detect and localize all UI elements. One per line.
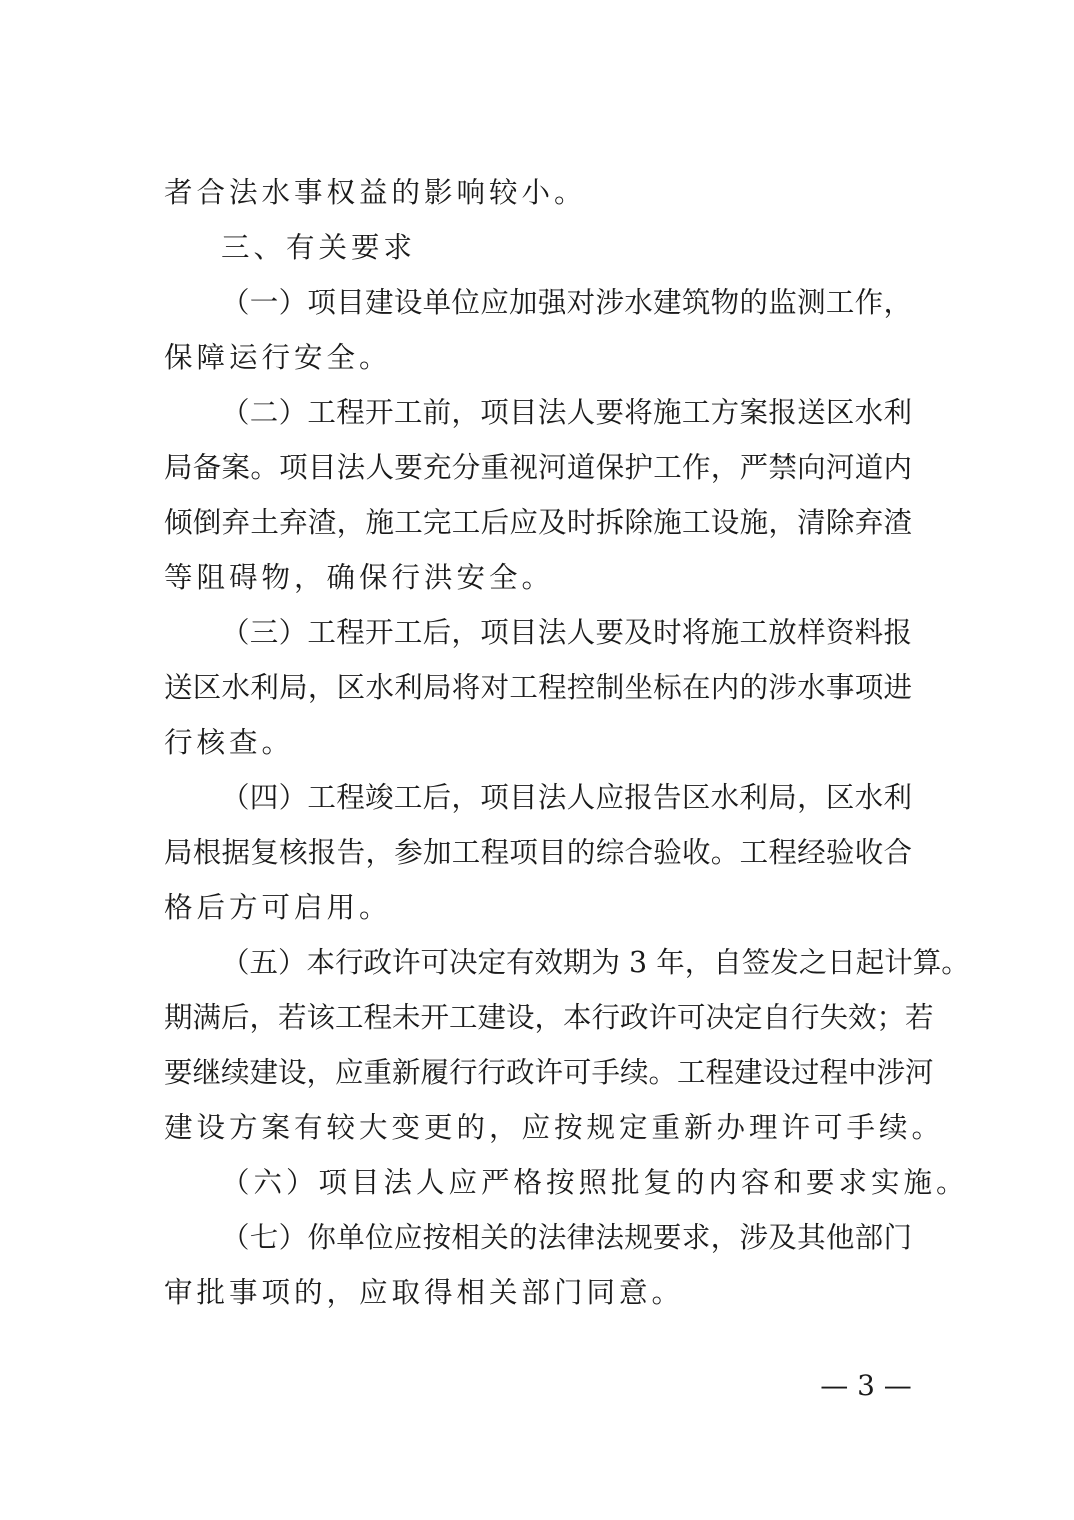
text-line: 局备案。项目法人要充分重视河道保护工作，严禁向河道内 [164, 451, 912, 484]
text-line: 行核查。 [164, 726, 295, 759]
text-line: （一）项目建设单位应加强对涉水建筑物的监测工作， [221, 286, 912, 319]
text-line: （三）工程开工后，项目法人要及时将施工放样资料报 [221, 616, 912, 649]
text-line: 期满后，若该工程未开工建设，本行政许可决定自行失效；若 [164, 1001, 934, 1034]
text-line: 等阻碍物，确保行洪安全。 [164, 561, 555, 594]
section-heading: 三、有关要求 [221, 231, 417, 264]
text-line: （四）工程竣工后，项目法人应报告区水利局，区水利 [221, 781, 912, 814]
text-line: （五）本行政许可决定有效期为 3 年，自签发之日起计算。 [221, 946, 970, 979]
text-line: （七）你单位应按相关的法律法规要求，涉及其他部门 [221, 1221, 912, 1254]
text-line: 格后方可启用。 [164, 891, 392, 924]
text-line: 局根据复核报告，参加工程项目的综合验收。工程经验收合 [164, 836, 912, 869]
text-line: 审批事项的，应取得相关部门同意。 [164, 1276, 685, 1309]
text-line: （六）项目法人应严格按照批复的内容和要求实施。 [221, 1166, 969, 1199]
page-number: — 3 — [820, 1369, 912, 1402]
text-line: 送区水利局，区水利局将对工程控制坐标在内的涉水事项进 [164, 671, 912, 704]
text-line: （二）工程开工前，项目法人要将施工方案报送区水利 [221, 396, 912, 429]
text-line: 倾倒弃土弃渣，施工完工后应及时拆除施工设施，清除弃渣 [164, 506, 912, 539]
document-body [164, 165, 970, 1320]
text-line: 者合法水事权益的影响较小。 [164, 176, 587, 209]
text-line: 要继续建设，应重新履行行政许可手续。工程建设过程中涉河 [164, 1056, 934, 1089]
text-line: 建设方案有较大变更的，应按规定重新办理许可手续。 [164, 1111, 945, 1144]
text-line: 保障运行安全。 [164, 341, 392, 374]
